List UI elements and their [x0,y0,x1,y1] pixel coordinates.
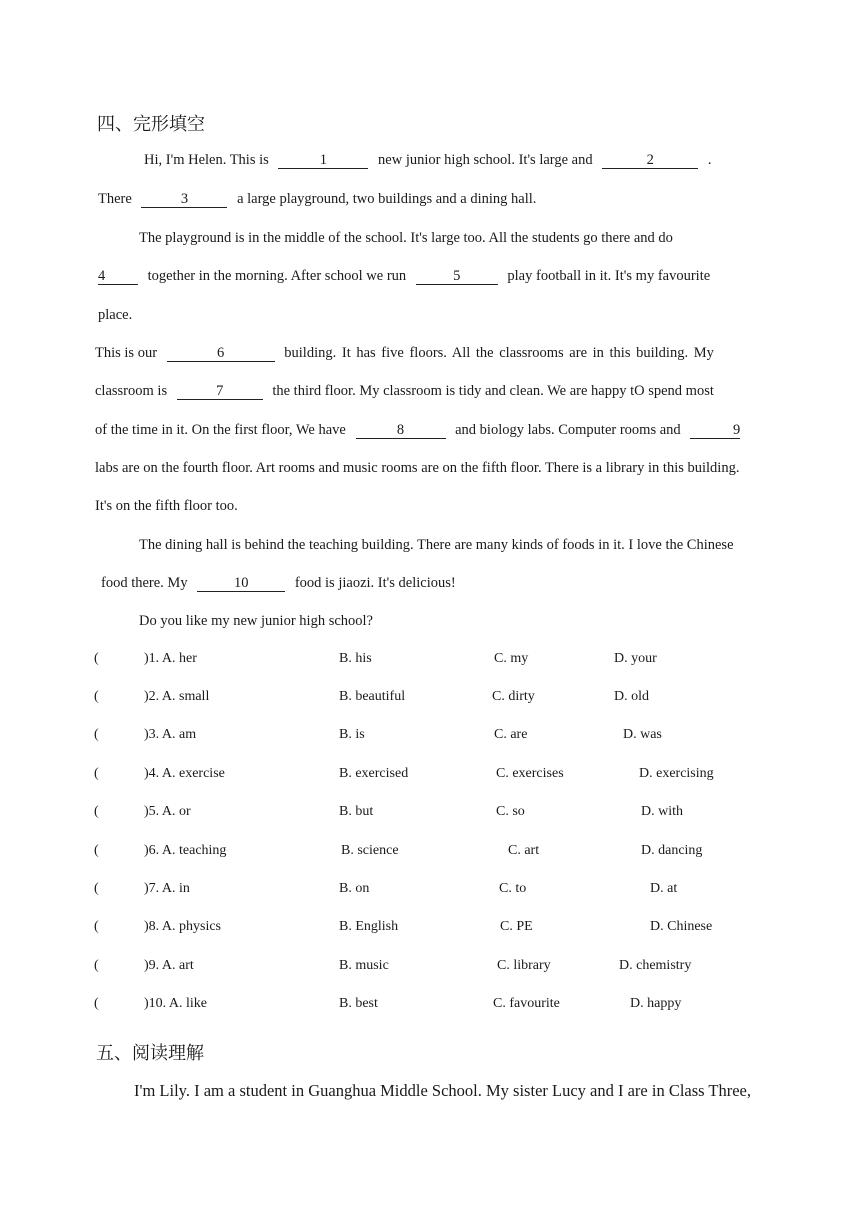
question-option-a[interactable]: )4. A. exercise [144,766,225,781]
question-option-a[interactable]: )5. A. or [144,804,191,819]
answer-paren[interactable]: ( [94,651,99,666]
question-option-b[interactable]: B. on [339,881,370,896]
question-option-d[interactable]: D. dancing [641,843,703,858]
passage-line: 4 together in the morning. After school we run 5 play football in it. It's my favourite [98,268,711,284]
question-option-c[interactable]: C. exercises [496,766,564,781]
question-option-b[interactable]: B. exercised [339,766,409,781]
passage-line: Hi, I'm Helen. This is 1 new junior high school. It's large and 2 . [144,152,712,168]
question-option-d[interactable]: D. old [614,689,649,704]
passage-line: food there. My 10 food is jiaozi. It's delicious! [101,575,456,591]
question-option-b[interactable]: B. but [339,804,374,819]
passage-line: classroom is 7 the third floor. My classroom is tidy and clean. We are happy tO spend most [95,383,714,399]
passage-line: place. [98,307,133,323]
question-option-d[interactable]: D. exercising [639,766,714,781]
question-option-b[interactable]: B. best [339,996,378,1011]
passage-line: This is our 6 building. It has five floors. All the classrooms are in this building. My [95,345,714,361]
answer-paren[interactable]: ( [94,689,99,704]
answer-paren[interactable]: ( [94,804,99,819]
passage-line: The dining hall is behind the teaching building. There are many kinds of foods in it. I love the Chinese [139,537,734,553]
answer-paren[interactable]: ( [94,996,99,1011]
question-option-c[interactable]: C. are [494,727,528,742]
blank-3[interactable]: 3 [141,191,227,208]
answer-paren[interactable]: ( [94,843,99,858]
question-option-c[interactable]: C. library [497,958,551,973]
answer-paren[interactable]: ( [94,766,99,781]
blank-6[interactable]: 6 [167,345,275,362]
question-option-b[interactable]: B. music [339,958,389,973]
question-option-b[interactable]: B. science [341,843,399,858]
passage-line: Do you like my new junior high school? [139,613,373,629]
question-row [94,651,99,667]
question-option-a[interactable]: )7. A. in [144,881,190,896]
question-option-c[interactable]: C. art [508,843,540,858]
blank-2[interactable]: 2 [602,152,698,169]
passage-line: The playground is in the middle of the school. It's large too. All the students go there and do [139,230,673,246]
blank-8[interactable]: 8 [356,422,446,439]
answer-paren[interactable]: ( [94,727,99,742]
blank-7[interactable]: 7 [177,383,263,400]
question-option-d[interactable]: D. with [641,804,683,819]
passage-line: labs are on the fourth floor. Art rooms and music rooms are on the fifth floor. There is a library in this building. [95,460,740,476]
answer-paren[interactable]: ( [94,958,99,973]
passage-line: There 3 a large playground, two buildings and a dining hall. [98,191,537,207]
section-heading: 四、完形填空 [97,114,205,135]
question-option-d[interactable]: D. at [650,881,678,896]
blank-10[interactable]: 10 [197,575,285,592]
blank-4[interactable]: 4 [98,268,138,285]
passage-line: of the time in it. On the first floor, We have 8 and biology labs. Computer rooms and 9 [95,422,741,438]
question-option-c[interactable]: C. PE [500,919,533,934]
question-option-d[interactable]: D. chemistry [619,958,692,973]
question-option-a[interactable]: )10. A. like [144,996,207,1011]
passage-line: It's on the fifth floor too. [95,498,238,514]
question-option-c[interactable]: C. my [494,651,529,666]
section-heading: 五、阅读理解 [96,1043,204,1064]
question-option-a[interactable]: )3. A. am [144,727,197,742]
question-option-c[interactable]: C. dirty [492,689,535,704]
question-option-a[interactable]: )1. A. her [144,651,197,666]
question-option-d[interactable]: D. was [623,727,662,742]
question-option-d[interactable]: D. your [614,651,657,666]
question-option-c[interactable]: C. favourite [493,996,560,1011]
answer-paren[interactable]: ( [94,881,99,896]
blank-5[interactable]: 5 [416,268,498,285]
question-option-b[interactable]: B. his [339,651,372,666]
blank-9[interactable]: 9 [690,422,740,439]
question-option-a[interactable]: )8. A. physics [144,919,221,934]
question-option-b[interactable]: B. English [339,919,399,934]
question-option-a[interactable]: )9. A. art [144,958,194,973]
question-option-a[interactable]: )6. A. teaching [144,843,227,858]
question-option-c[interactable]: C. so [496,804,525,819]
question-option-a[interactable]: )2. A. small [144,689,210,704]
answer-paren[interactable]: ( [94,919,99,934]
blank-1[interactable]: 1 [278,152,368,169]
question-option-b[interactable]: B. beautiful [339,689,406,704]
question-option-d[interactable]: D. happy [630,996,682,1011]
question-option-b[interactable]: B. is [339,727,365,742]
question-option-c[interactable]: C. to [499,881,527,896]
question-option-d[interactable]: D. Chinese [650,919,713,934]
passage-line: I'm Lily. I am a student in Guanghua Middle School. My sister Lucy and I are in Class Three, [134,1081,752,1100]
